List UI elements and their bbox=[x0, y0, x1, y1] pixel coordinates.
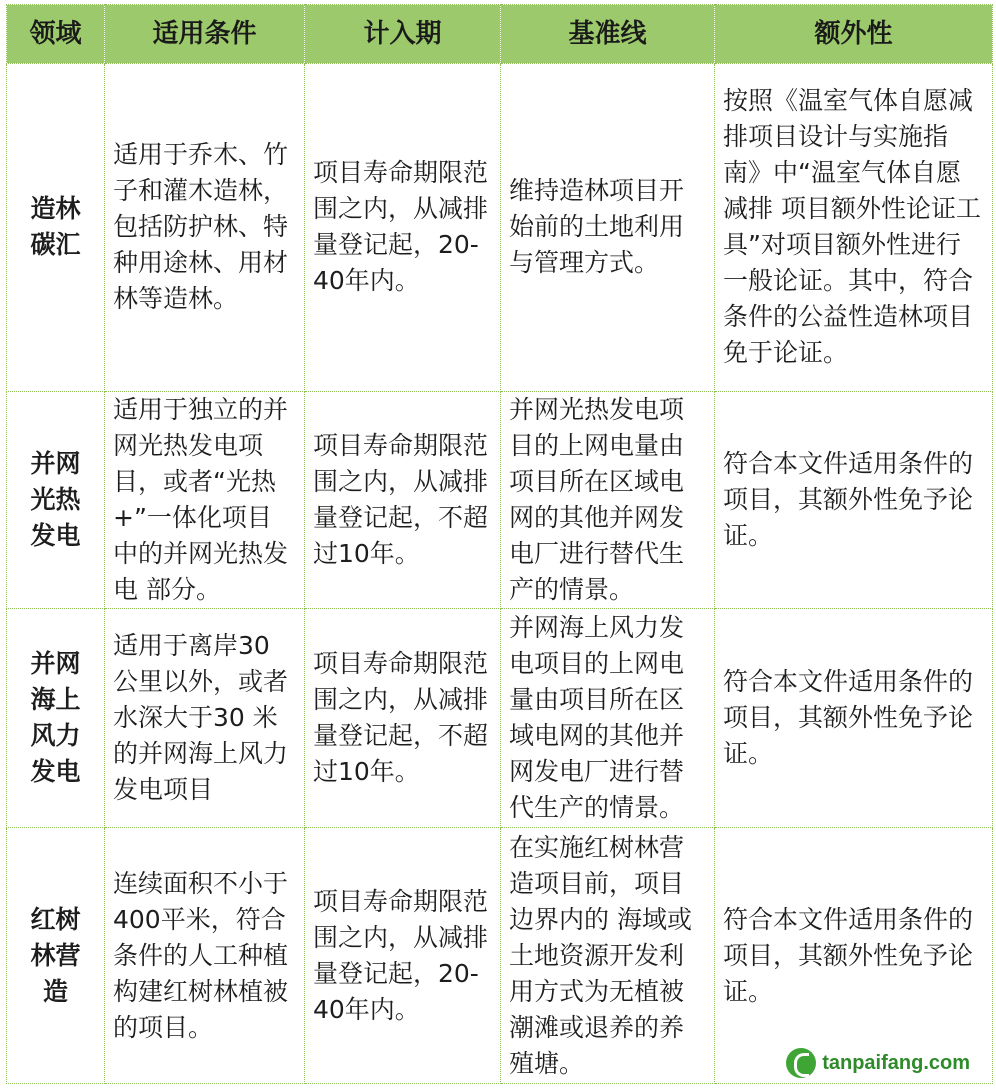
row-period: 项目寿命期限范围之内，从减排量登记起，20-40年内。 bbox=[305, 64, 501, 392]
row-conditions: 适用于乔木、竹子和灌木造林，包括防护林、特种用途林、用材林等造林。 bbox=[105, 64, 305, 392]
header-baseline: 基准线 bbox=[501, 5, 715, 64]
row-domain: 并网海上风力发电 bbox=[7, 609, 105, 828]
watermark bbox=[780, 1046, 976, 1080]
row-baseline: 在实施红树林营造项目前，项目边界内的 海域或土地资源开发利用方式为无植被潮滩或退养的养殖塘。 bbox=[501, 828, 715, 1084]
row-baseline: 并网海上风力发电项目的上网电量由项目所在区域电网的其他并网发电厂进行替代生产的情景。 bbox=[501, 609, 715, 828]
watermark-text: tanpaifang.com bbox=[822, 1051, 970, 1074]
row-domain: 并网光热发电 bbox=[7, 391, 105, 608]
row-conditions: 连续面积不小于400平米，符合条件的人工种植构建红树林植被的项目。 bbox=[105, 828, 305, 1084]
header-period: 计入期 bbox=[305, 5, 501, 64]
header-domain: 领域 bbox=[7, 5, 105, 64]
table-row bbox=[7, 64, 993, 392]
row-baseline: 维持造林项目开始前的土地利用与管理方式。 bbox=[501, 64, 715, 392]
table-row bbox=[7, 609, 993, 828]
row-additionality: 符合本文件适用条件的项目，其额外性免予论证。 bbox=[715, 828, 993, 1084]
header-conditions: 适用条件 bbox=[105, 5, 305, 64]
row-period: 项目寿命期限范围之内，从减排量登记起，不超过10年。 bbox=[305, 391, 501, 608]
row-conditions: 适用于离岸30 公里以外，或者水深大于30 米的并网海上风力发电项目 bbox=[105, 609, 305, 828]
row-period: 项目寿命期限范围之内，从减排量登记起，20-40年内。 bbox=[305, 828, 501, 1084]
row-domain: 红树林营造 bbox=[7, 828, 105, 1084]
tanpaifang-logo-icon bbox=[786, 1048, 816, 1078]
table-row bbox=[7, 391, 993, 608]
header-additionality: 额外性 bbox=[715, 5, 993, 64]
row-additionality: 符合本文件适用条件的项目，其额外性免予论证。 bbox=[715, 391, 993, 608]
ccer-methodology-table bbox=[6, 4, 993, 1084]
row-conditions: 适用于独立的并网光热发电项目，或者“光热+”一体化项目中的并网光热发电 部分。 bbox=[105, 391, 305, 608]
table-header-row bbox=[7, 5, 993, 64]
row-additionality: 按照《温室气体自愿减排项目设计与实施指南》中“温室气体自愿减排 项目额外性论证工具”对项目额外性进行一般论证。其中，符合条件的公益性造林项目免于论证。 bbox=[715, 64, 993, 392]
row-period: 项目寿命期限范围之内，从减排量登记起，不超过10年。 bbox=[305, 609, 501, 828]
row-domain: 造林碳汇 bbox=[7, 64, 105, 392]
row-additionality: 符合本文件适用条件的项目，其额外性免予论证。 bbox=[715, 609, 993, 828]
row-baseline: 并网光热发电项目的上网电量由项目所在区域电网的其他并网发电厂进行替代生产的情景。 bbox=[501, 391, 715, 608]
